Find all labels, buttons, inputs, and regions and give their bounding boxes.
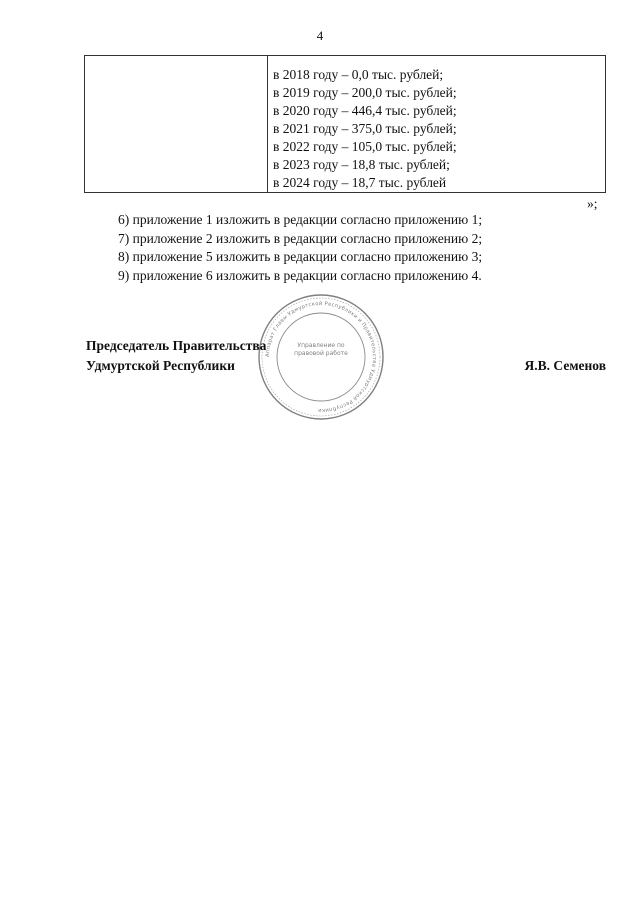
amendment-item: 6) приложение 1 изложить в редакции согласно приложению 1; — [118, 212, 483, 227]
table-cell-funding — [268, 56, 606, 193]
seal-ring-text: Аппарат Главы Удмуртской Республики и Правительства Удмуртской Республики — [264, 300, 378, 414]
signer-title-line: Удмуртской Республики — [86, 358, 235, 373]
amendment-item: 7) приложение 2 изложить в редакции согласно приложению 2; — [118, 230, 483, 246]
funding-line: в 2018 году – 0,0 тыс. рублей; — [273, 67, 444, 82]
funding-line: в 2024 году – 18,7 тыс. рублей — [273, 175, 447, 190]
page-number: 4 — [316, 28, 324, 43]
closing-quote: »; — [587, 196, 598, 211]
continuation-table — [84, 55, 606, 193]
signer-title-line: Председатель Правительства — [86, 338, 267, 353]
table-row — [85, 56, 606, 193]
amendment-item: 8) приложение 5 изложить в редакции согласно приложению 3; — [118, 249, 483, 264]
amendment-item: 9) приложение 6 изложить в редакции согласно приложению 4. — [118, 267, 482, 283]
seal-center-text: Управление по правовой работе — [294, 342, 348, 357]
funding-line: в 2022 году – 105,0 тыс. рублей; — [273, 139, 457, 154]
funding-line: в 2021 году – 375,0 тыс. рублей; — [273, 121, 457, 136]
funding-line: в 2020 году – 446,4 тыс. рублей; — [273, 103, 457, 118]
funding-line: в 2023 году – 18,8 тыс. рублей; — [273, 157, 450, 172]
amendment-list — [118, 211, 588, 285]
signature-block — [86, 336, 606, 376]
table-cell-left — [85, 56, 268, 193]
funding-line: в 2019 году – 200,0 тыс. рублей; — [273, 85, 457, 100]
signer-name: Я.В. Семенов — [524, 358, 606, 373]
